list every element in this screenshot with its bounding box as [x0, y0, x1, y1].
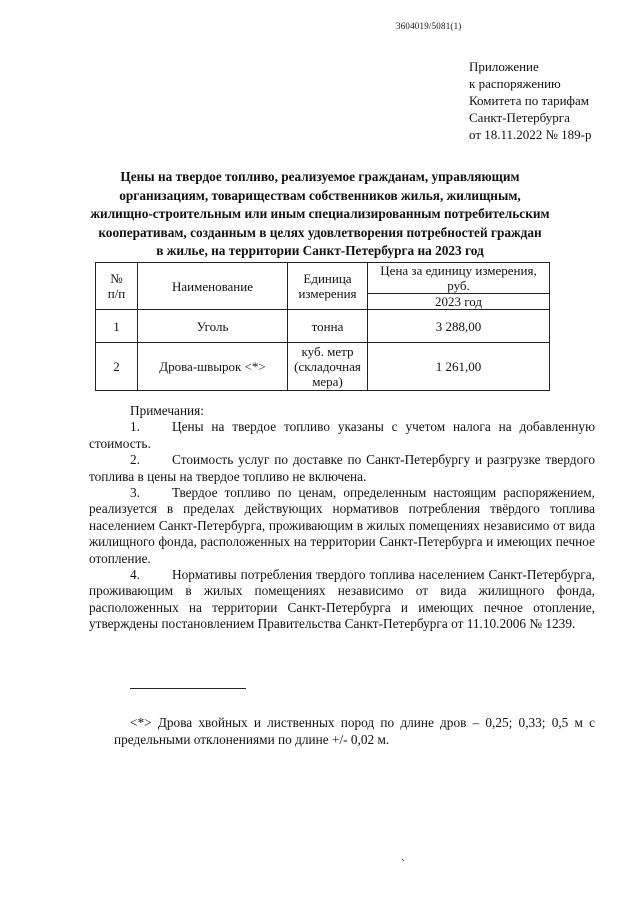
cell-price: 3 288,00 — [368, 310, 550, 343]
note-item: 2. Стоимость услуг по доставке по Санкт-Петербургу и разгрузке твердого топлива в цены на твердое топливо не включена. — [89, 452, 595, 484]
cell-name: Уголь — [138, 310, 288, 343]
cell-name: Дрова-швырок <*> — [138, 343, 288, 391]
cell-price: 1 261,00 — [368, 343, 550, 391]
appendix-line: Санкт-Петербурга — [469, 110, 570, 125]
title-line: кооперативам, созданным в целях удовлетворения потребностей граждан — [98, 224, 542, 240]
header-year: 2023 год — [368, 294, 550, 310]
title-line: в жилье, на территории Санкт-Петербурга на 2023 год — [156, 243, 484, 258]
header-num: № п/п — [96, 263, 138, 310]
notes-heading: Примечания: — [130, 403, 204, 418]
page-mark: ˴ — [401, 851, 405, 865]
note-item: 3. Твердое топливо по ценам, определенным настоящим распоряжением, реализуется в пределах действующих нормативов потребления твёрдого топлива населением Санкт-Петербурга, проживающим в жилых помещениях независимо от вида жилищного фонда, расположенных на территории Санкт-Петербурга и имеющих печное отопление. — [89, 485, 595, 566]
price-table — [95, 262, 550, 391]
title-line: Цены на твердое топливо, реализуемое гражданам, управляющим — [120, 169, 520, 184]
cell-num: 1 — [96, 310, 138, 343]
header-unit: Единица измерения — [288, 263, 368, 310]
appendix-line: к распоряжению — [469, 76, 561, 91]
note-item: 1. Цены на твердое топливо указаны с учетом налога на добавленную стоимость. — [89, 419, 595, 451]
document-number: 3604019/5081(1) — [396, 21, 462, 31]
cell-unit: тонна — [288, 310, 368, 343]
notes-section — [89, 403, 595, 633]
header-name: Наименование — [138, 263, 288, 310]
appendix-line: Приложение — [469, 59, 539, 74]
footnote-divider — [130, 688, 246, 689]
note-item: 4. Нормативы потребления твердого топлива населением Санкт-Петербурга, проживающим в жилых помещениях независимо от вида жилищного фонда, расположенных на территории Санкт-Петербурга и имеющих печное отопление, утверждены постановлением Правительства Санкт-Петербурга от 11.10.2006 № 1239. — [89, 567, 595, 632]
cell-unit: куб. метр (складочная мера) — [288, 343, 368, 391]
appendix-line: от 18.11.2022 № 189-р — [469, 127, 592, 142]
footnote — [114, 714, 595, 748]
table-row — [96, 343, 550, 391]
title-line: организациям, товариществам собственников жилья, жилищным, — [119, 187, 521, 203]
appendix-line: Комитета по тарифам — [469, 93, 589, 108]
footnote-text: <*> Дрова хвойных и лиственных пород по длине дров – 0,25; 0,33; 0,5 м с предельными отклонениями по длине +/- 0,02 м. — [114, 715, 595, 747]
table-row — [96, 310, 550, 343]
cell-num: 2 — [96, 343, 138, 391]
document-title — [90, 168, 550, 261]
appendix-block — [469, 58, 592, 143]
header-price: Цена за единицу измерения, руб. — [368, 263, 550, 294]
title-line: жилищно-строительным или иным специализированным потребительским — [90, 206, 550, 221]
table-header-row — [96, 263, 550, 294]
